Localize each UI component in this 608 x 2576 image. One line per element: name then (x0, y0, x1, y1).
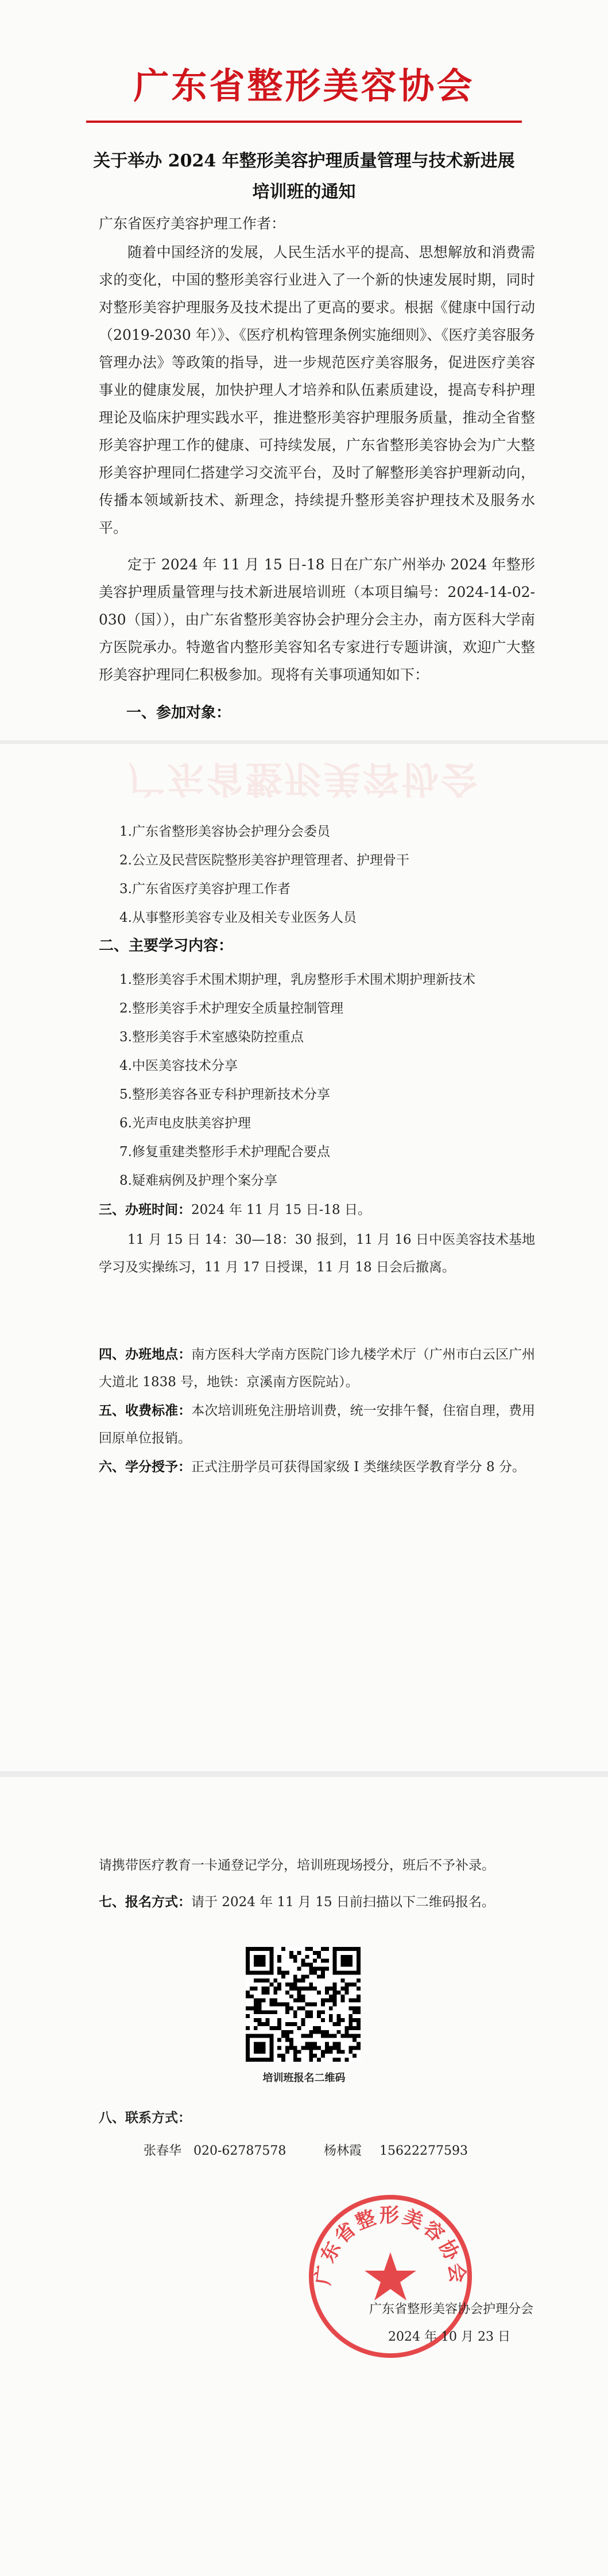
header-divider (86, 121, 522, 123)
credit-note: 请携带医疗教育一卡通登记学分，培训班现场授分，班后不予补录。 (99, 1858, 495, 1873)
credit-award (99, 1453, 535, 1481)
notice-title-line-2: 培训班的通知 (252, 182, 356, 202)
section-topics-heading: 二、主要学习内容： (99, 937, 234, 955)
qr-caption: 培训班报名二维码 (262, 2072, 346, 2084)
topics-list (119, 965, 556, 1195)
training-time-label: 三、办班时间： (99, 1202, 191, 1217)
topic-item: 1.整形美容手术围术期护理，乳房整形手术围术期护理新技术 (119, 972, 475, 987)
signature-date: 2024 年 10 月 23 日 (388, 2330, 510, 2344)
signup-label: 七、报名方式： (99, 1894, 191, 1910)
audience-item: 3.广东省医疗美容护理工作者 (119, 882, 291, 897)
svg-text:广东省整形美容协会: 广东省整形美容协会 (311, 2204, 470, 2287)
salutation: 广东省医疗美容护理工作者： (99, 215, 286, 232)
contact-heading: 八、联系方式： (99, 2110, 191, 2125)
signature-organization: 广东省整形美容协会护理分会 (369, 2302, 533, 2317)
contact-row (144, 2141, 545, 2159)
training-venue-label: 四、办班地点： (99, 1347, 192, 1362)
audience-item: 4.从事整形美容专业及相关专业医务人员 (119, 910, 357, 925)
section-audience-heading: 一、参加对象： (126, 704, 231, 721)
credit-value: 正式注册学员可获得国家级 I 类继续医学教育学分 8 分。 (191, 1460, 525, 1475)
topic-item: 8.疑难病例及护理个案分享 (119, 1173, 277, 1188)
topic-item: 2.整形美容手术护理安全质量控制管理 (119, 1001, 343, 1016)
contact-phone: 15622277593 (379, 2144, 468, 2158)
topic-item: 5.整形美容各亚专科护理新技术分享 (119, 1087, 330, 1102)
org-header: 广东省整形美容协会 (133, 65, 475, 107)
document-page-2 (0, 744, 608, 1771)
fee-standard (99, 1397, 535, 1452)
audience-item: 2.公立及民营医院整形美容护理管理者、护理骨干 (119, 853, 409, 868)
contact-name: 张春华 (144, 2144, 182, 2158)
document-page-1 (0, 0, 608, 740)
contact-phone: 020-62787578 (193, 2144, 286, 2158)
topic-item: 3.整形美容手术室感染防控重点 (119, 1030, 304, 1045)
intro-paragraph: 随着中国经济的发展，人民生活水平的提高、思想解放和消费需求的变化，中国的整形美容行业进入了一个新的快速发展时期，同时对整形美容护理服务及技术提出了更高的要求。根据《健康中国行动（2019-2030 年）》、《医疗机构管理条例实施细则》、《医疗美容服务管理办法》等政策的指导，进一步规范医疗美容服务，促进医疗美容事业的健康发展，加快护理人才培养和队伍素质建设，提高专科护理理论及临床护理实践水平，推进整形美容护理服务质量，推动全省整形美容护理工作的健康、可持续发展，广东省整形美容协会为广大整形美容护理同仁搭建学习交流平台，及时了解整形美容护理新动向，传播本领域新技术、新理念，持续提升整形美容护理技术及服务水平。 (99, 244, 535, 536)
training-time (99, 1196, 535, 1224)
training-venue-value: 南方医科大学南方医院门诊九楼学术厅（广州市白云区广州大道北 1838 号，地铁：京溪南方医院站）。 (99, 1347, 535, 1390)
signup-value: 请于 2024 年 11 月 15 日前扫描以下二维码报名。 (191, 1895, 495, 1910)
training-schedule: 11 月 15 日 14：30—18：30 报到，11 月 16 日中医美容技术基地学习及实操练习，11 月 17 日授课，11 月 18 日会后撤离。 (99, 1232, 535, 1275)
notice-title-line-1: 关于举办 2024 年整形美容护理质量管理与技术新进展 (93, 151, 515, 171)
topic-item: 6.光声电皮肤美容护理 (119, 1116, 251, 1131)
signup-method (99, 1891, 495, 1914)
credit-label: 六、学分授予： (99, 1459, 191, 1475)
fee-label: 五、收费标准： (99, 1403, 192, 1418)
topic-item: 7.修复重建类整形手术护理配合要点 (119, 1145, 330, 1159)
topic-item: 4.中医美容技术分享 (119, 1058, 238, 1073)
document-page-3 (0, 1777, 608, 2576)
contact-name: 杨林霞 (324, 2144, 362, 2158)
bleed-through-header: 广东省整形美容协会 (128, 757, 480, 800)
audience-list (119, 817, 556, 932)
event-paragraph: 定于 2024 年 11 月 15 日-18 日在广东广州举办 2024 年整形美容护理质量管理与技术新进展培训班（本项目编号：2024-14-02-030（国）），由广东省整形美容协会护理分会主办，南方医科大学南方医院承办。特邀省内整形美容知名专家进行专题讲演，欢迎广大整形美容护理同仁积极参加。现将有关事项通知如下： (99, 556, 535, 683)
training-time-value: 2024 年 11 月 15 日-18 日。 (191, 1202, 371, 1217)
training-venue (99, 1341, 535, 1396)
registration-qr-code[interactable] (246, 1947, 361, 2062)
audience-item: 1.广东省整形美容协会护理分会委员 (119, 824, 330, 839)
qr-code-graphic (246, 1947, 361, 2062)
seal-star-icon (365, 2252, 416, 2300)
fee-value: 本次培训班免注册培训费，统一安排午餐，住宿自理，费用回原单位报销。 (99, 1403, 535, 1446)
